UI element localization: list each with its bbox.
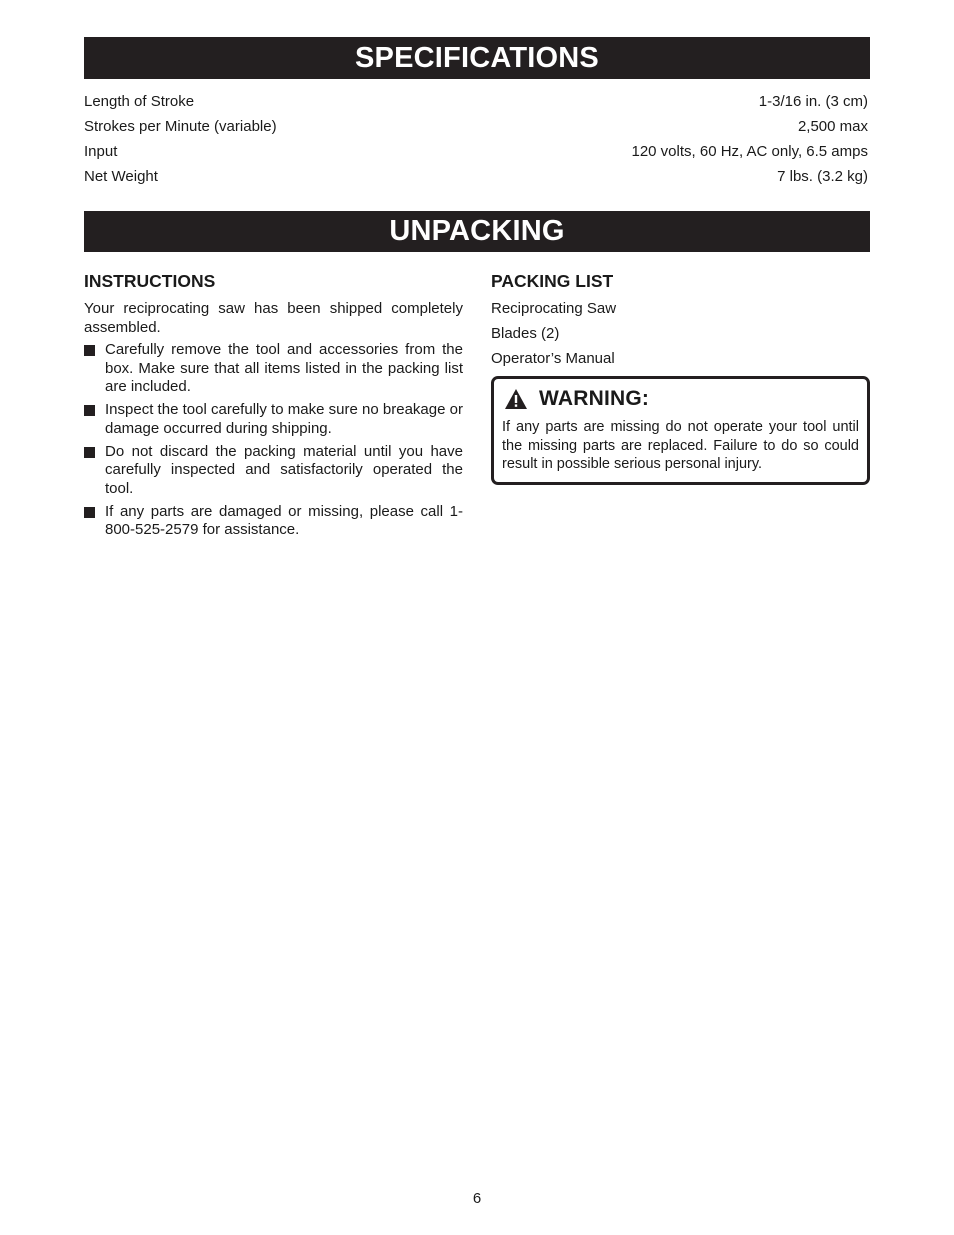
warning-header: [502, 386, 859, 412]
spec-row-strokes-per-minute: [84, 117, 868, 142]
spec-value: 1-3/16 in. (3 cm): [758, 93, 868, 110]
square-bullet-icon: [84, 447, 95, 458]
spec-label: Net Weight: [84, 168, 158, 185]
unpacking-banner: UNPACKING: [84, 211, 870, 252]
packing-list-item: Reciprocating Saw: [491, 300, 617, 317]
list-item: [84, 503, 463, 540]
spec-label: Strokes per Minute (variable): [84, 118, 277, 135]
page-number: 6: [472, 1190, 482, 1207]
list-item: [84, 401, 463, 438]
instructions-section: [84, 271, 463, 544]
list-item: [84, 341, 463, 397]
instructions-heading: INSTRUCTIONS: [84, 271, 216, 291]
packing-list-heading: PACKING LIST: [491, 271, 614, 291]
spec-label: Length of Stroke: [84, 93, 195, 110]
list-item-text: If any parts are damaged or missing, please call 1-800-525-2579 for assistance.: [105, 502, 463, 538]
spec-value: 120 volts, 60 Hz, AC only, 6.5 amps: [631, 143, 868, 160]
list-item-text: Inspect the tool carefully to make sure no breakage or damage occurred during shipping.: [105, 401, 463, 437]
instructions-list: [84, 341, 463, 540]
list-item-text: Do not discard the packing material until you have carefully inspected and satisfactorily operated the tool.: [105, 442, 463, 497]
instructions-intro: Your reciprocating saw has been shipped completely assembled.: [84, 300, 463, 336]
spec-value: 7 lbs. (3.2 kg): [777, 168, 868, 185]
list-item: [84, 443, 463, 499]
spec-row-net-weight: [84, 167, 868, 192]
specifications-table: [84, 92, 868, 192]
warning-title: WARNING:: [539, 387, 650, 410]
spec-row-input: [84, 142, 868, 167]
warning-triangle-icon: [504, 388, 528, 410]
spec-value: 2,500 max: [797, 118, 868, 135]
warning-box: [491, 376, 870, 485]
spec-label: Input: [84, 143, 118, 160]
square-bullet-icon: [84, 405, 95, 416]
square-bullet-icon: [84, 345, 95, 356]
list-item-text: Carefully remove the tool and accessories from the box. Make sure that all items listed in the packing list are included.: [105, 341, 463, 395]
packing-list-item: Operator’s Manual: [491, 350, 615, 367]
spec-row-stroke-length: [84, 92, 868, 117]
packing-list-item: Blades (2): [491, 325, 560, 342]
square-bullet-icon: [84, 507, 95, 518]
warning-text: If any parts are missing do not operate your tool until the missing parts are replaced. Failure to do so could result in possible serious personal injury.: [502, 419, 859, 472]
packing-list-section: [491, 271, 870, 374]
specifications-banner: SPECIFICATIONS: [84, 37, 870, 79]
